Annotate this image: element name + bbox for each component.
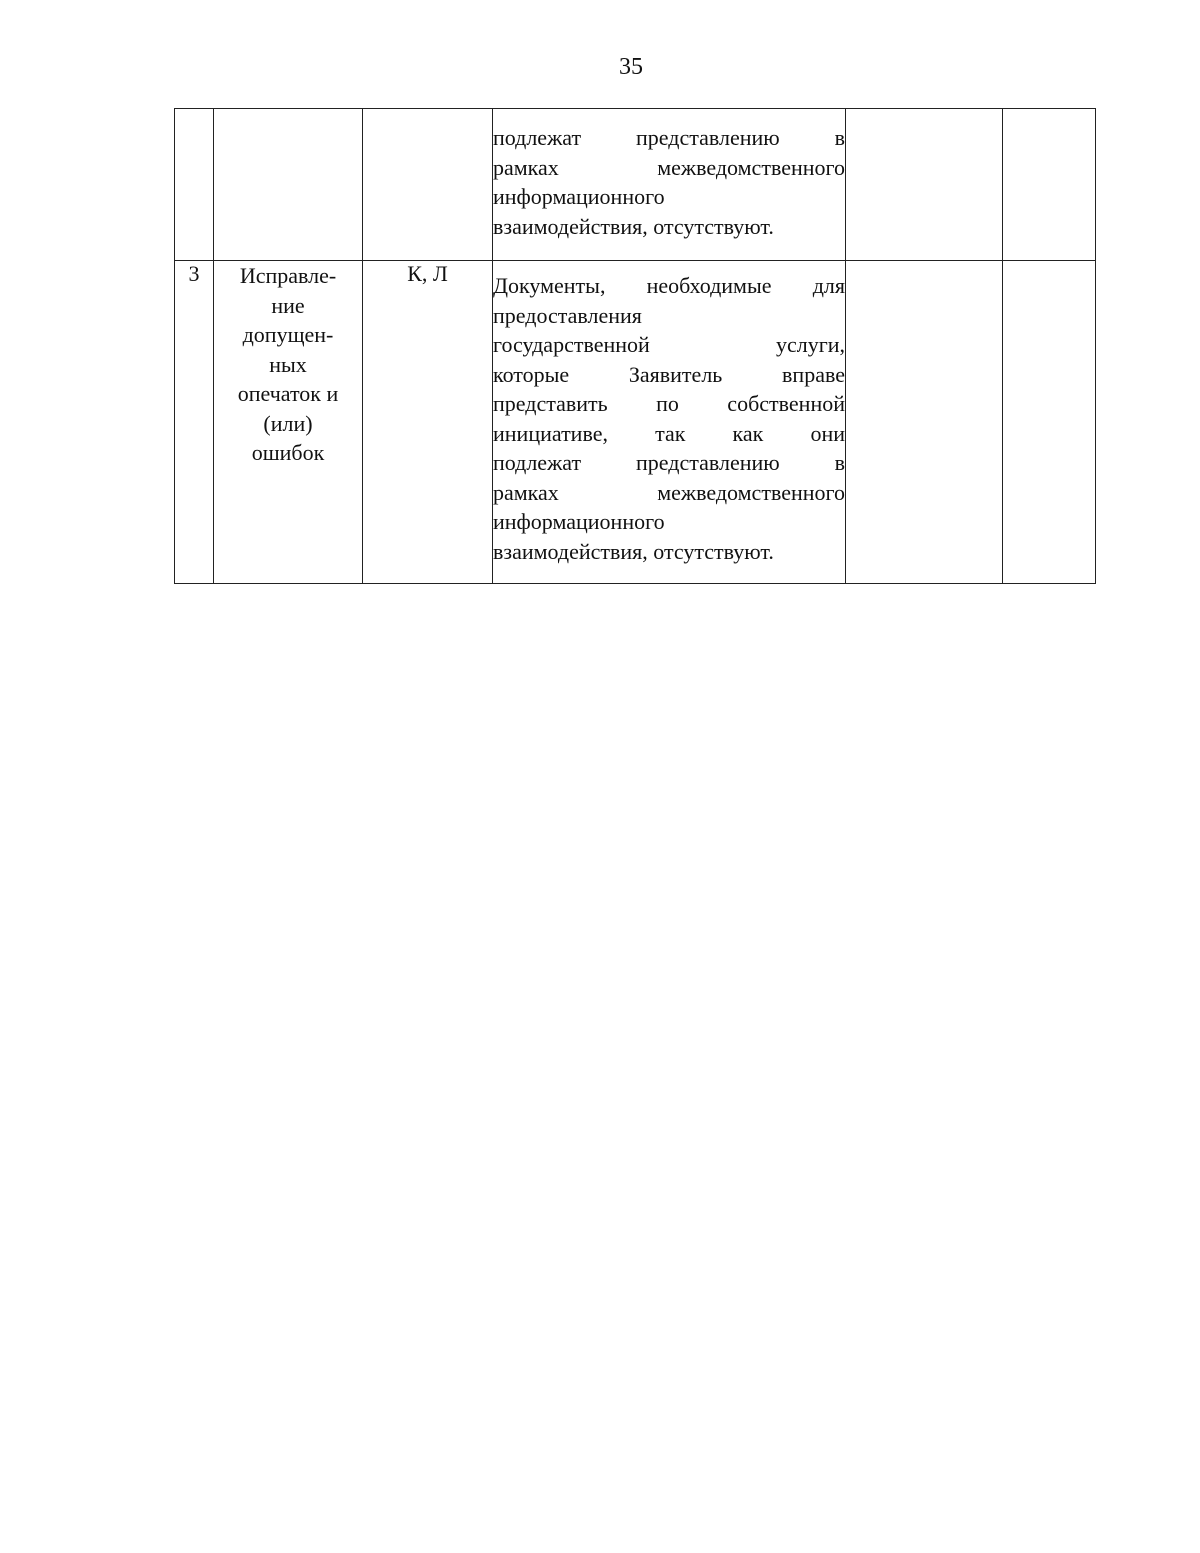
- service-name-line: ние: [271, 292, 305, 318]
- empty-cell-5: [846, 261, 1003, 584]
- service-name-line: ных: [269, 351, 307, 377]
- page-number: 35: [619, 54, 643, 80]
- table-row: [175, 261, 1096, 584]
- description-line: которые Заявитель вправе: [493, 361, 845, 387]
- empty-cell-6: [1003, 261, 1096, 584]
- description-line: подлежат представлению в: [493, 450, 845, 475]
- service-name-line: ошибок: [251, 440, 325, 465]
- code-cell: [363, 109, 493, 261]
- description-cell: [493, 109, 846, 261]
- empty-cell-5: [846, 109, 1003, 261]
- description-line: взаимодействия, отсутствуют.: [493, 538, 774, 564]
- description-line: рамках межведомственного: [493, 154, 845, 180]
- table-row: [175, 109, 1096, 261]
- description-line: предоставления: [493, 302, 642, 328]
- description-line: информационного: [493, 184, 665, 209]
- description-line: государственной услуги,: [493, 332, 845, 357]
- row-number-cell: 3: [175, 261, 214, 584]
- service-name-line: допущен-: [242, 322, 334, 347]
- service-name-line: Исправле-: [239, 263, 337, 288]
- service-name-cell: [214, 109, 363, 261]
- services-table: [174, 108, 1096, 584]
- empty-cell-6: [1003, 109, 1096, 261]
- description-line: инициативе, так как они: [493, 420, 845, 446]
- service-name-line: (или): [263, 410, 313, 436]
- code-cell: К, Л: [363, 261, 493, 584]
- description-cell: [493, 261, 846, 584]
- description-line: Документы, необходимые для: [493, 273, 845, 298]
- description-line: подлежат представлению в: [493, 125, 845, 150]
- description-line: информационного: [493, 509, 665, 534]
- service-name-line: опечаток и: [237, 381, 339, 406]
- description-line: рамках межведомственного: [493, 479, 845, 505]
- row-number-cell: [175, 109, 214, 261]
- description-line: взаимодействия, отсутствуют.: [493, 213, 774, 239]
- service-name-cell: [214, 261, 363, 584]
- description-line: представить по собственной: [493, 391, 845, 416]
